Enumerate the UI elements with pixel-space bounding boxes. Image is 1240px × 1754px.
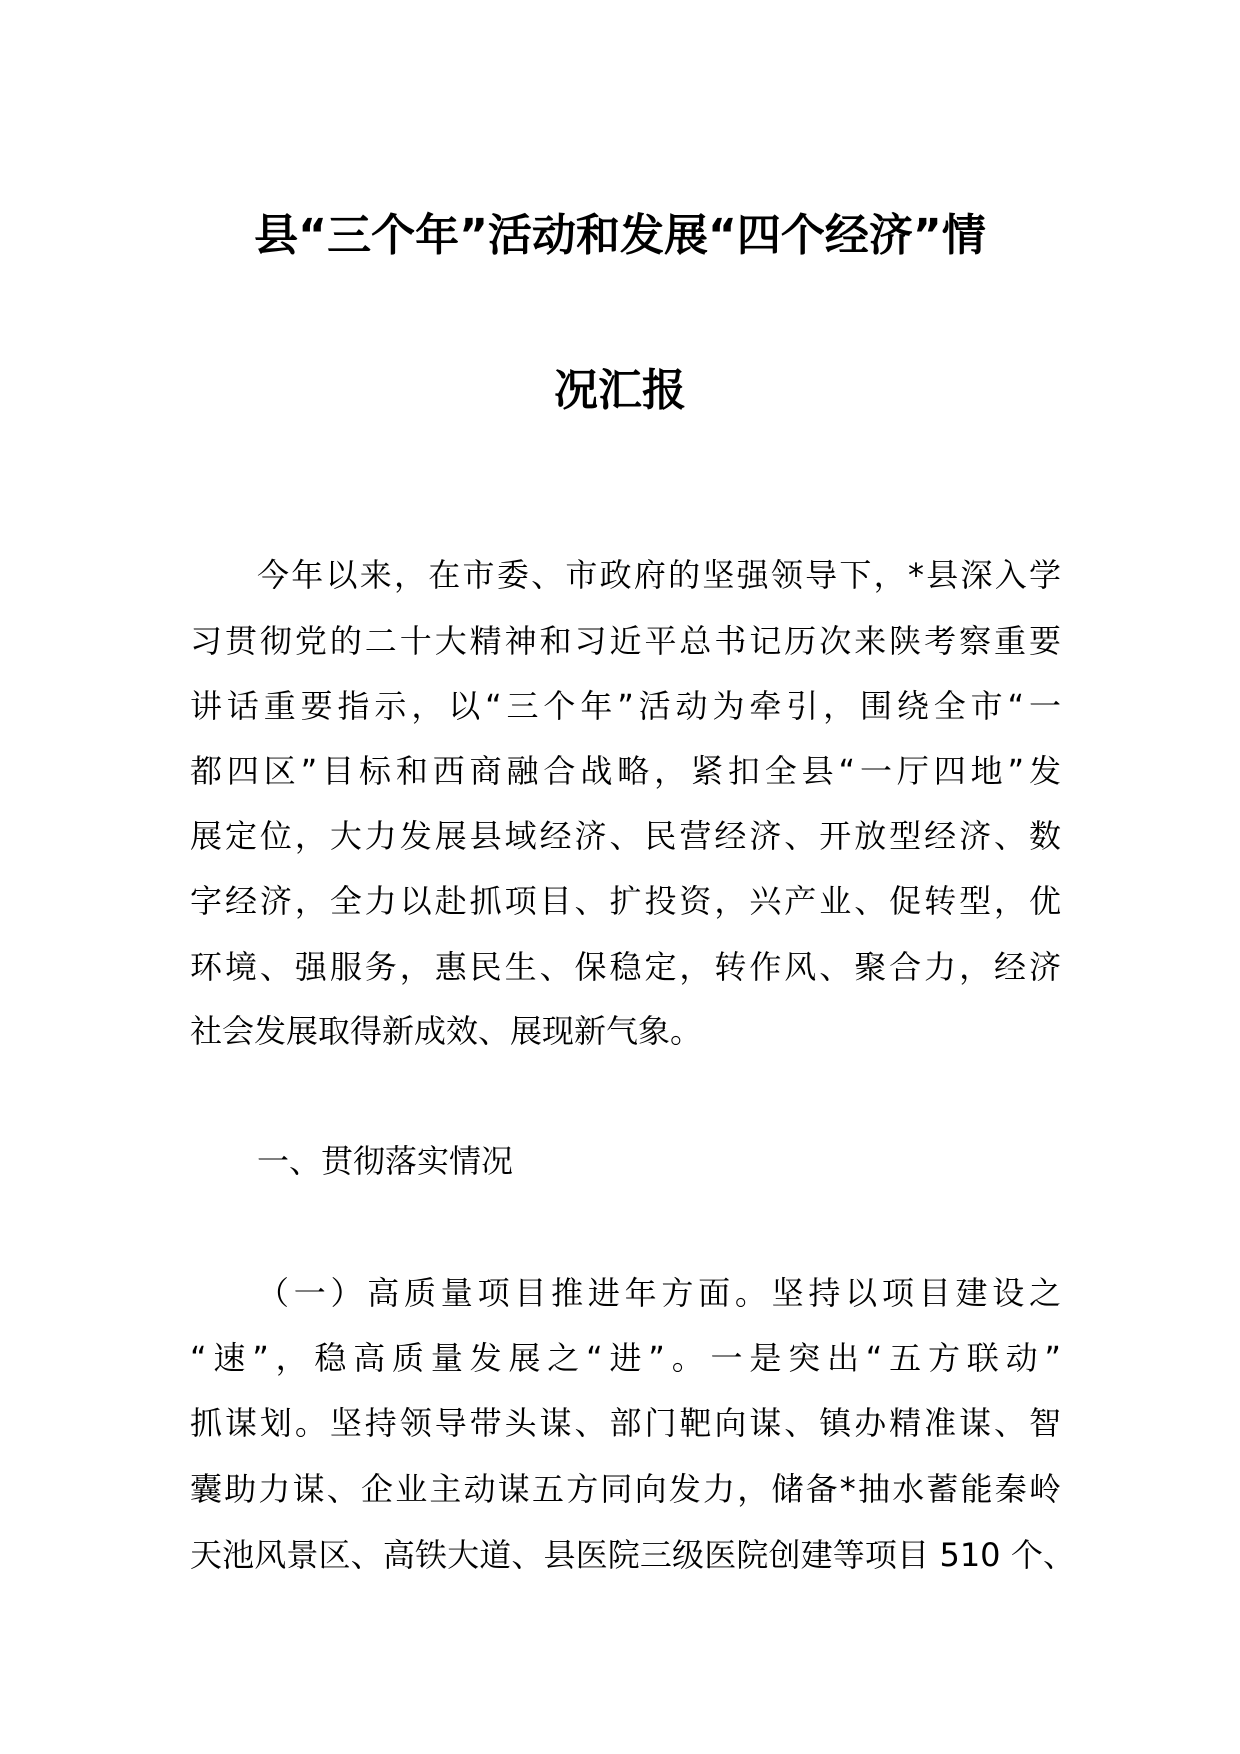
paragraph-line: （一）高质量项目推进年方面。坚持以项目建设之 [257,1274,1061,1312]
paragraph-line: 社会发展取得新成效、展现新气象。 [190,1012,703,1050]
paragraph-line: “速”，稳高质量发展之“进”。一是突出“五方联动” [190,1339,1061,1377]
paragraph-line: 抓谋划。坚持领导带头谋、部门靶向谋、镇办精准谋、智 [190,1404,1061,1442]
section-heading: 一、贯彻落实情况 [257,1142,514,1180]
paragraph-line: 字经济，全力以赴抓项目、扩投资，兴产业、促转型，优 [190,882,1061,920]
paragraph-line: 讲话重要指示，以“三个年”活动为牵引，围绕全市“一 [190,687,1061,725]
paragraph-line: 习贯彻党的二十大精神和习近平总书记历次来陕考察重要 [190,622,1061,660]
paragraph-line: 展定位，大力发展县域经济、民营经济、开放型经济、数 [190,817,1061,855]
paragraph-line: 今年以来，在市委、市政府的坚强领导下，*县深入学 [257,556,1061,594]
document-title-line-1: 县“三个年”活动和发展“四个经济”情 [254,210,986,261]
paragraph-line: 环境、强服务，惠民生、保稳定，转作风、聚合力，经济 [190,948,1061,986]
paragraph-line: 天池风景区、高铁大道、县医院三级医院创建等项目 510 个、 [190,1536,1075,1574]
paragraph-line: 囊助力谋、企业主动谋五方同向发力，储备*抽水蓄能秦岭 [190,1470,1061,1508]
paragraph-line: 都四区”目标和西商融合战略，紧扣全县“一厅四地”发 [190,752,1061,790]
document-title-line-2: 况汇报 [554,365,686,416]
